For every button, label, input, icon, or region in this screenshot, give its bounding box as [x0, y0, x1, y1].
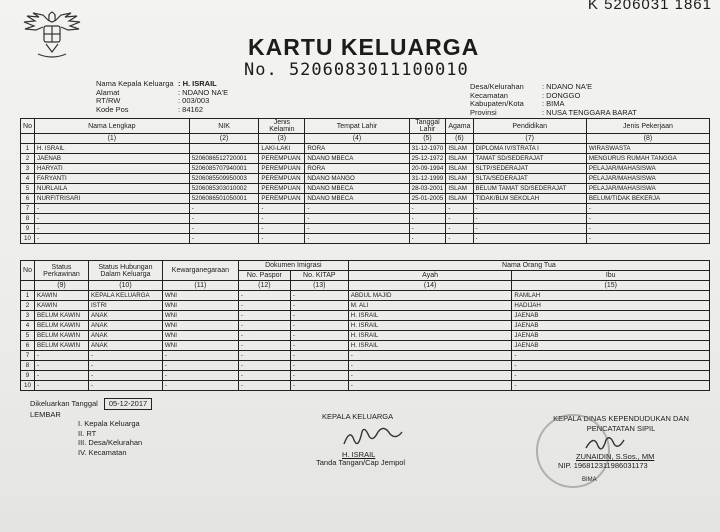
column-header: Agama — [446, 119, 473, 134]
table-cell: NURLAILA — [34, 184, 189, 194]
table-cell: NDANO MBECA — [305, 154, 409, 164]
table-cell: - — [189, 234, 259, 244]
table-cell: NDANO MANGO — [305, 174, 409, 184]
table-cell: M. ALI — [348, 301, 512, 311]
table-cell: FARYANTI — [34, 174, 189, 184]
table-cell: JAENAB — [512, 341, 710, 351]
table-row — [21, 174, 710, 184]
table-cell: ISLAM — [446, 184, 473, 194]
office-title: KEPALA DINAS KEPENDUDUKAN DAN PENCATATAN SIPIL — [553, 414, 689, 433]
table-cell: - — [290, 311, 348, 321]
table-cell: BELUM/TIDAK BEKERJA — [586, 194, 709, 204]
table-cell: H. ISRAIL — [348, 321, 512, 331]
table-cell: KEPALA KELUARGA — [88, 291, 162, 301]
table-cell: - — [446, 224, 473, 234]
column-number: (10) — [88, 281, 162, 291]
table-cell: - — [290, 341, 348, 351]
lembar-item: III. Desa/Kelurahan — [78, 438, 143, 448]
table-cell: PEREMPUAN — [259, 184, 305, 194]
table-row — [21, 204, 710, 214]
row-number-cell: 10 — [21, 234, 35, 244]
row-number-cell: 5 — [21, 331, 35, 341]
table-cell: KAWIN — [34, 301, 88, 311]
table-cell: - — [162, 351, 238, 361]
table-cell: - — [238, 361, 290, 371]
garuda-emblem-icon — [18, 6, 86, 64]
table-cell: - — [238, 311, 290, 321]
table-cell: - — [512, 381, 710, 391]
table-cell: ANAK — [88, 331, 162, 341]
table-cell: 20-09-1994 — [409, 164, 446, 174]
family-members-table — [20, 118, 710, 244]
table-cell: - — [238, 301, 290, 311]
table-cell: - — [189, 224, 259, 234]
table-cell: - — [34, 214, 189, 224]
official-signature-icon — [580, 430, 630, 454]
table-cell: HADIJAH — [512, 301, 710, 311]
table-row — [21, 224, 710, 234]
table-row — [21, 154, 710, 164]
table-cell: - — [290, 371, 348, 381]
table-cell: BELUM KAWIN — [34, 321, 88, 331]
column-header: Status Perkawinan — [34, 261, 88, 281]
table-row — [21, 321, 710, 331]
table-row — [21, 184, 710, 194]
row-number-cell: 5 — [21, 184, 35, 194]
column-number: (3) — [259, 134, 305, 144]
table-cell: PELAJAR/MAHASISWA — [586, 184, 709, 194]
table-cell: H. ISRAIL — [348, 311, 512, 321]
header-row: Nama Kepala Keluarga : H. ISRAIL — [96, 79, 217, 88]
lembar-item: IV. Kecamatan — [78, 447, 127, 457]
table-row — [21, 194, 710, 204]
column-number — [21, 134, 35, 144]
row-number-cell: 8 — [21, 214, 35, 224]
column-number: (8) — [586, 134, 709, 144]
row-number-cell: 7 — [21, 351, 35, 361]
family-status-table — [20, 260, 710, 391]
column-header: No. KITAP — [290, 271, 348, 281]
row-number-cell: 8 — [21, 361, 35, 371]
issued-date: 05-12-2017 — [104, 398, 152, 410]
table-cell: - — [259, 214, 305, 224]
table-cell: - — [290, 321, 348, 331]
table-cell: TAMAT SD/SEDERAJAT — [473, 154, 586, 164]
table-cell: - — [290, 351, 348, 361]
column-number: (11) — [162, 281, 238, 291]
column-header: Ibu — [512, 271, 710, 281]
table-cell: 5206085707940001 — [189, 164, 259, 174]
table-cell: ANAK — [88, 341, 162, 351]
row-number-cell: 9 — [21, 371, 35, 381]
serial-number: K 5206031 1861 — [587, 0, 712, 13]
header-row: Desa/Kelurahan : NDANO NA'E — [470, 82, 593, 91]
issued-label: Dikeluarkan Tanggal — [30, 399, 98, 408]
table-row — [21, 301, 710, 311]
table-cell: - — [88, 381, 162, 391]
table-cell: SLTP/SEDERAJAT — [473, 164, 586, 174]
table-cell: SLTA/SEDERAJAT — [473, 174, 586, 184]
table-header-row — [21, 119, 710, 134]
column-header: No — [21, 119, 35, 134]
header-row: Alamat : NDANO NA'E — [96, 87, 229, 97]
column-header: Dokumen Imigrasi — [238, 261, 348, 271]
column-number: (4) — [305, 134, 409, 144]
table-cell: - — [409, 204, 446, 214]
table-cell: - — [162, 381, 238, 391]
table-cell: - — [446, 204, 473, 214]
row-number-cell: 2 — [21, 154, 35, 164]
table-cell: NURFITRISARI — [34, 194, 189, 204]
table-row — [21, 214, 710, 224]
row-number-cell: 3 — [21, 164, 35, 174]
table-cell: 25-12-1972 — [409, 154, 446, 164]
table-row — [21, 144, 710, 154]
lembar-item: II. RT — [78, 428, 97, 438]
table-cell: JAENAB — [512, 321, 710, 331]
table-cell: - — [238, 291, 290, 301]
row-number-cell: 1 — [21, 291, 35, 301]
row-number-cell: 6 — [21, 194, 35, 204]
table-row — [21, 164, 710, 174]
column-number: (5) — [409, 134, 446, 144]
table-cell: - — [473, 204, 586, 214]
lembar-item: I. Kepala Keluarga — [78, 419, 140, 429]
table-cell: - — [348, 381, 512, 391]
table-cell: - — [259, 204, 305, 214]
table-row — [21, 351, 710, 361]
table-cell: ISLAM — [446, 174, 473, 184]
table-cell: 5206086512720001 — [189, 154, 259, 164]
table-cell: - — [34, 371, 88, 381]
column-header: Tempat Lahir — [305, 119, 409, 134]
table-cell: RAMLAH — [512, 291, 710, 301]
row-number-cell: 4 — [21, 174, 35, 184]
table-cell: - — [238, 371, 290, 381]
column-header: Ayah — [348, 271, 512, 281]
table-row — [21, 234, 710, 244]
table-cell: - — [290, 381, 348, 391]
table-cell: ANAK — [88, 311, 162, 321]
table-cell: ISLAM — [446, 154, 473, 164]
table-cell: PEREMPUAN — [259, 174, 305, 184]
column-number: (7) — [473, 134, 586, 144]
header-row: RT/RW : 003/003 — [96, 96, 210, 106]
table-cell: - — [34, 204, 189, 214]
header-row: Kabupaten/Kota : BIMA — [470, 99, 565, 109]
table-cell: PELAJAR/MAHASISWA — [586, 164, 709, 174]
table-cell: ISTRI — [88, 301, 162, 311]
column-header: No. Paspor — [238, 271, 290, 281]
signature-caption: Tanda Tangan/Cap Jempol — [316, 458, 406, 467]
table-cell: LAKI-LAKI — [259, 144, 305, 154]
table-cell: - — [446, 234, 473, 244]
table-cell: - — [409, 214, 446, 224]
table-cell: PEREMPUAN — [259, 154, 305, 164]
table-cell: WIRASWASTA — [586, 144, 709, 154]
table-cell: - — [586, 204, 709, 214]
table-cell: ISLAM — [446, 164, 473, 174]
row-number-cell: 1 — [21, 144, 35, 154]
table-cell: NDANO MBECA — [305, 194, 409, 204]
official-name: ZUNAIDIN, S.Sos., MM — [576, 452, 655, 461]
stamp-text: BIMA — [582, 477, 597, 483]
column-header: Status Hubungan Dalam Keluarga — [88, 261, 162, 281]
table-cell: WNI — [162, 321, 238, 331]
table-cell: - — [512, 351, 710, 361]
table-cell: - — [238, 381, 290, 391]
table-cell: MENGURUS RUMAH TANGGA — [586, 154, 709, 164]
table-cell: 28-03-2001 — [409, 184, 446, 194]
row-number-cell: 9 — [21, 224, 35, 234]
table-cell: KAWIN — [34, 291, 88, 301]
table-cell: BELUM KAWIN — [34, 331, 88, 341]
table-cell: ANAK — [88, 321, 162, 331]
row-number-cell: 6 — [21, 341, 35, 351]
column-number: (1) — [34, 134, 189, 144]
column-number-row — [21, 281, 710, 291]
table-row — [21, 341, 710, 351]
table-cell: 31-12-1970 — [409, 144, 446, 154]
table-cell: - — [34, 381, 88, 391]
row-number-cell: 2 — [21, 301, 35, 311]
column-number: (14) — [348, 281, 512, 291]
table-cell: - — [88, 361, 162, 371]
table-cell: - — [473, 224, 586, 234]
row-number-cell: 10 — [21, 381, 35, 391]
table-cell: - — [88, 351, 162, 361]
table-cell: - — [34, 361, 88, 371]
table-cell: BELUM KAWIN — [34, 341, 88, 351]
table-cell: 5206085303010002 — [189, 184, 259, 194]
table-cell: BELUM TAMAT SD/SEDERAJAT — [473, 184, 586, 194]
table-row — [21, 381, 710, 391]
table-cell: - — [473, 214, 586, 224]
table-cell: ABDUL MAJID — [348, 291, 512, 301]
table-cell: TIDAK/BLM SEKOLAH — [473, 194, 586, 204]
table-cell: 31-12-1999 — [409, 174, 446, 184]
column-number: (12) — [238, 281, 290, 291]
table-cell: - — [238, 331, 290, 341]
official-nip: NIP. 196812311986031173 — [558, 461, 648, 470]
table-cell: RORA — [305, 144, 409, 154]
table-cell: - — [512, 371, 710, 381]
column-number: (13) — [290, 281, 348, 291]
table-cell: - — [238, 351, 290, 361]
table-cell: - — [290, 301, 348, 311]
table-cell: JAENAB — [512, 311, 710, 321]
table-cell: - — [348, 371, 512, 381]
kk-number: No. 5206083011100010 — [244, 60, 469, 80]
table-cell: - — [259, 224, 305, 234]
table-cell: HARYATI — [34, 164, 189, 174]
column-header: Jenis Pekerjaan — [586, 119, 709, 134]
table-cell: - — [189, 214, 259, 224]
table-cell: - — [473, 234, 586, 244]
table-cell: - — [34, 351, 88, 361]
table-cell: WNI — [162, 301, 238, 311]
table-cell: ISLAM — [446, 144, 473, 154]
column-header: Pendidikan — [473, 119, 586, 134]
table-cell: 5206085509950003 — [189, 174, 259, 184]
table-cell: NDANO MBECA — [305, 184, 409, 194]
column-header: Nama Lengkap — [34, 119, 189, 134]
table-cell: - — [586, 234, 709, 244]
head-signature-icon — [338, 424, 408, 450]
table-cell: H. ISRAIL — [348, 331, 512, 341]
row-number-cell: 4 — [21, 321, 35, 331]
table-cell: - — [88, 371, 162, 381]
table-cell: PELAJAR/MAHASISWA — [586, 174, 709, 184]
column-header: Kewarganegaraan — [162, 261, 238, 281]
issue-block — [30, 398, 152, 458]
table-cell: RORA — [305, 164, 409, 174]
table-cell: - — [409, 224, 446, 234]
table-cell: - — [305, 234, 409, 244]
table-cell: BELUM KAWIN — [34, 311, 88, 321]
column-number: (15) — [512, 281, 710, 291]
head-name: H. ISRAIL — [342, 450, 376, 459]
table-row — [21, 291, 710, 301]
header-right-block — [470, 83, 637, 117]
table-cell: JAENAB — [512, 331, 710, 341]
table-header-row — [21, 261, 710, 271]
table-cell: DIPLOMA IV/STRATA I — [473, 144, 586, 154]
table-cell: WNI — [162, 331, 238, 341]
table-cell: H. ISRAIL — [34, 144, 189, 154]
table-cell: 5206086501050001 — [189, 194, 259, 204]
table-cell: - — [34, 224, 189, 234]
column-header: Nama Orang Tua — [348, 261, 709, 271]
column-header: NIK — [189, 119, 259, 134]
table-cell: - — [586, 224, 709, 234]
table-cell: - — [305, 204, 409, 214]
table-cell: - — [512, 361, 710, 371]
row-number-cell: 7 — [21, 204, 35, 214]
table-cell: - — [162, 371, 238, 381]
table-cell: WNI — [162, 291, 238, 301]
header-row: Provinsi : NUSA TENGGARA BARAT — [470, 107, 637, 117]
table-cell: - — [290, 331, 348, 341]
table-cell: PEREMPUAN — [259, 194, 305, 204]
column-header: No — [21, 261, 35, 281]
table-cell: - — [348, 361, 512, 371]
table-cell: - — [305, 224, 409, 234]
table-cell: - — [409, 234, 446, 244]
table-cell: PEREMPUAN — [259, 164, 305, 174]
column-number: (9) — [34, 281, 88, 291]
table-cell: WNI — [162, 311, 238, 321]
table-cell: - — [290, 361, 348, 371]
column-number — [21, 281, 35, 291]
table-cell: - — [238, 341, 290, 351]
header-left-block — [96, 80, 228, 114]
table-cell: H. ISRAIL — [348, 341, 512, 351]
table-cell: - — [290, 291, 348, 301]
header-row: Kode Pos : 84162 — [96, 104, 204, 114]
column-number: (6) — [446, 134, 473, 144]
column-header: Tanggal Lahir — [409, 119, 446, 134]
table-cell: - — [162, 361, 238, 371]
table-cell: JAENAB — [34, 154, 189, 164]
head-of-family-title: KEPALA KELUARGA — [322, 412, 394, 421]
table-cell: - — [238, 321, 290, 331]
table-cell: 25-01-2005 — [409, 194, 446, 204]
table-row — [21, 311, 710, 321]
table-cell: - — [586, 214, 709, 224]
table-cell: - — [348, 351, 512, 361]
table-row — [21, 361, 710, 371]
table-row — [21, 331, 710, 341]
table-cell: - — [446, 214, 473, 224]
lembar-label: LEMBAR — [30, 409, 61, 419]
table-cell: WNI — [162, 341, 238, 351]
row-number-cell: 3 — [21, 311, 35, 321]
document-title: KARTU KELUARGA — [248, 34, 480, 60]
table-row — [21, 371, 710, 381]
column-number-row — [21, 134, 710, 144]
column-number: (2) — [189, 134, 259, 144]
header-row: Kecamatan : DONGGO — [470, 90, 581, 100]
table-cell: - — [34, 234, 189, 244]
table-cell: - — [305, 214, 409, 224]
table-cell: ISLAM — [446, 194, 473, 204]
table-cell: - — [259, 234, 305, 244]
column-header: Jenis Kelamin — [259, 119, 305, 134]
table-cell: - — [189, 204, 259, 214]
table-cell — [189, 144, 259, 154]
